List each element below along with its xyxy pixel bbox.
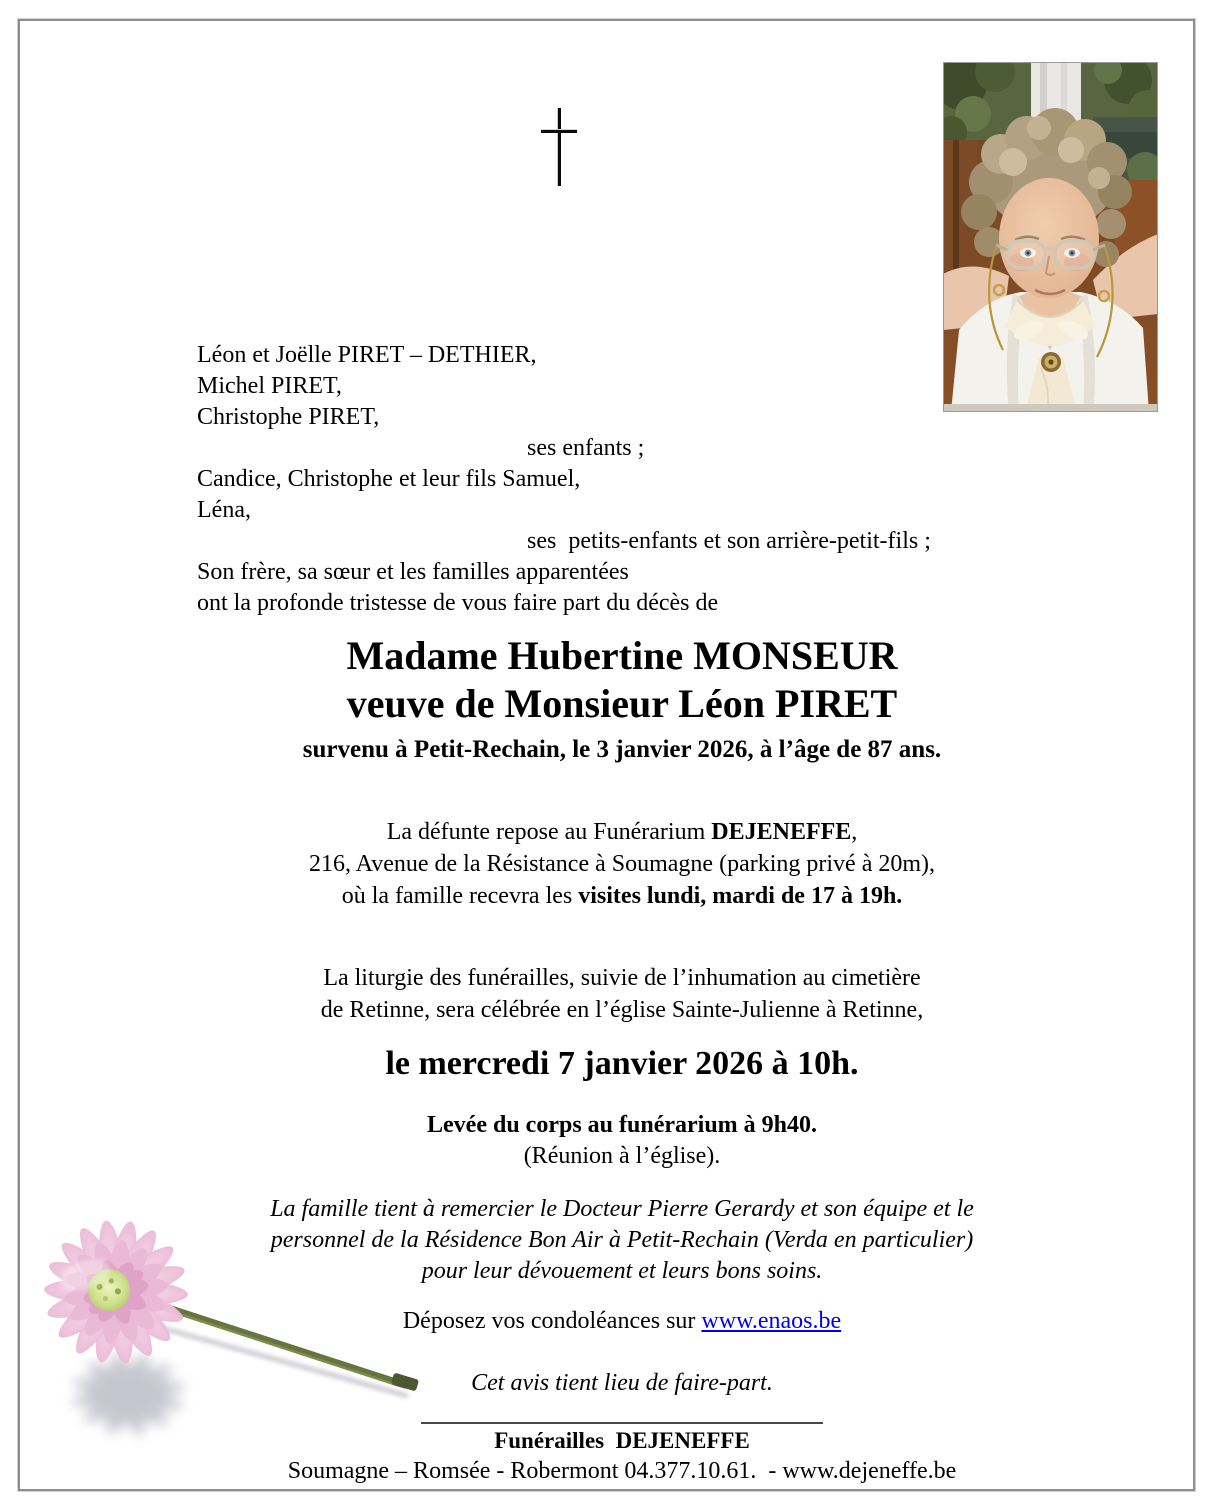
repose-line-1-suffix: , (851, 819, 858, 845)
family-line: Léna, (197, 497, 251, 523)
family-line-relation: ses petits-enfants et son arrière-petit-fils ; (527, 528, 931, 554)
ceremony-line-2: de Retinne, sera célébrée en l’église Sainte-Julienne à Retinne, (320, 997, 924, 1023)
reunion-note: (Réunion à l’église). (523, 1143, 721, 1169)
pink-gerbera-flower (20, 1168, 430, 1488)
repose-address: 216, Avenue de la Résistance à Soumagne (parking privé à 20m), (308, 851, 936, 877)
ceremony-date: le mercredi 7 janvier 2026 à 10h. (385, 1045, 859, 1082)
repose-line-1 (60, 816, 1184, 848)
family-line: Léon et Joëlle PIRET – DETHIER, (197, 342, 537, 368)
visits-prefix: où la famille recevra les (341, 883, 579, 909)
family-line: Michel PIRET, (197, 373, 342, 399)
visits-line (60, 880, 1184, 912)
thanks-line-1: La famille tient à remercier le Docteur Pierre Gerardy et son équipe et le (270, 1196, 974, 1222)
condolences-text: Déposez vos condoléances sur (402, 1308, 702, 1334)
ceremony-block (60, 962, 1184, 1172)
deceased-name: Madame Hubertine MONSEUR (346, 633, 898, 678)
photo-of-deceased-woman (943, 62, 1158, 412)
funeral-home-name: Funérailles DEJENEFFE (494, 1428, 750, 1453)
death-info: survenu à Petit-Rechain, le 3 janvier 2026, à l’âge de 87 ans. (302, 736, 942, 763)
funeral-home-contact: Soumagne – Romsée - Robermont 04.377.10.61. - www.dejeneffe.be (287, 1458, 957, 1484)
cross-horizontal-bar (541, 130, 577, 133)
notice-text: Cet avis tient lieu de faire-part. (471, 1370, 773, 1396)
family-line: Son frère, sa sœur et les familles apparentées (197, 559, 629, 585)
family-line-relation: ses enfants ; (527, 435, 645, 461)
latin-cross-icon (540, 106, 580, 188)
portrait-illustration (943, 62, 1158, 412)
family-line: Candice, Christophe et leur fils Samuel, (197, 466, 581, 492)
repose-block (60, 816, 1184, 912)
deceased-title-block (60, 632, 1184, 765)
footer-separator-line (421, 1422, 823, 1424)
family-line: ont la profonde tristesse de vous faire part du décès de (197, 590, 719, 616)
funerarium-name: DEJENEFFE (711, 819, 852, 845)
cross-vertical-bar (558, 108, 561, 186)
visits-schedule: visites lundi, mardi de 17 à 19h. (578, 883, 903, 909)
deceased-subtitle: veuve de Monsieur Léon PIRET (346, 681, 898, 726)
flower-illustration (20, 1168, 430, 1488)
repose-line-1-text: La défunte repose au Funérarium (386, 819, 712, 845)
family-announcement-block (197, 340, 931, 619)
ceremony-line-1: La liturgie des funérailles, suivie de l’inhumation au cimetière (323, 965, 921, 991)
levee-du-corps: Levée du corps au funérarium à 9h40. (427, 1112, 817, 1138)
family-line: Christophe PIRET, (197, 404, 380, 430)
enaos-link[interactable]: www.enaos.be (701, 1308, 842, 1334)
thanks-line-2: personnel de la Résidence Bon Air à Petit-Rechain (Verda en particulier) (270, 1227, 974, 1253)
thanks-line-3: pour leur dévouement et leurs bons soins. (421, 1258, 823, 1284)
